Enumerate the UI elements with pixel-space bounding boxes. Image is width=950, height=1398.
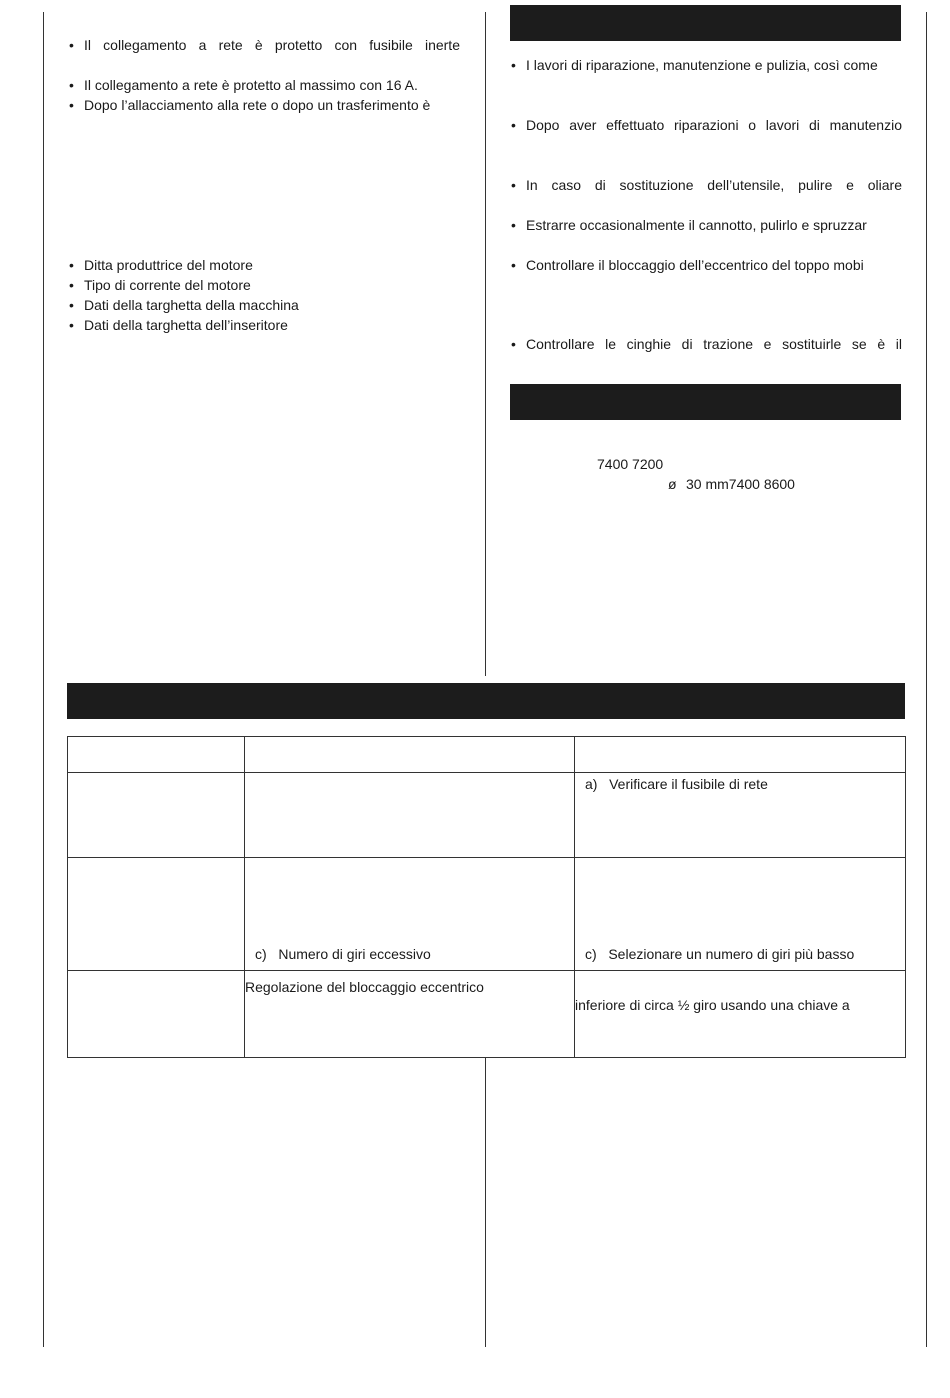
header-cell-fault	[68, 737, 245, 773]
table-row	[68, 773, 906, 858]
list-item: • In caso di sostituzione dell’utensile, pulire e oliare	[510, 175, 902, 195]
mains-connection-list-cont	[68, 75, 460, 115]
cause-text: c) Numero di giri eccessivo	[255, 946, 431, 962]
troubleshooting-table	[67, 736, 906, 1058]
remedy-text: a) Verificare il fusibile di rete	[585, 776, 768, 792]
cause-cell	[245, 971, 575, 1058]
list-item: • Il collegamento a rete è protetto al massimo con 16 A.	[68, 75, 460, 95]
list-item: • Estrarre occasionalmente il cannotto, pulirlo e spruzzar	[510, 215, 902, 235]
table-header-row	[68, 737, 906, 773]
cause-cell	[245, 773, 575, 858]
cause-text: Regolazione del bloccaggio eccentrico	[245, 979, 484, 995]
fault-cell	[68, 773, 245, 858]
list-item: • Dati della targhetta della macchina	[68, 295, 460, 315]
accessory-code-2: 30 mm7400 8600	[686, 476, 795, 492]
list-item: • Controllare il bloccaggio dell’eccentrico del toppo mobi	[510, 255, 902, 275]
accessory-code-1: 7400 7200	[597, 456, 664, 472]
maintenance-list-6	[510, 334, 902, 354]
table-row	[68, 858, 906, 971]
remedy-cell	[575, 971, 906, 1058]
mains-connection-list	[68, 35, 460, 55]
fault-cell	[68, 858, 245, 971]
header-cell-remedy	[575, 737, 906, 773]
maintenance-list-5	[510, 255, 902, 275]
maintenance-list-4	[510, 215, 902, 235]
remedy-cell	[575, 858, 906, 971]
list-item: • Dopo aver effettuato riparazioni o lavori di manutenzio	[510, 115, 902, 135]
list-item: • Il collegamento a rete è protetto con fusibile inerte	[68, 35, 460, 55]
remedy-cell	[575, 773, 906, 858]
header-cell-cause	[245, 737, 575, 773]
maintenance-list-2	[510, 115, 902, 135]
table-row	[68, 971, 906, 1058]
column-divider-top	[485, 12, 486, 676]
maintenance-list-1	[510, 55, 902, 75]
column-divider-bottom	[485, 1058, 486, 1347]
fault-cell	[68, 971, 245, 1058]
page-right-rule	[926, 12, 927, 1347]
cause-cell	[245, 858, 575, 971]
motor-info-list	[68, 255, 460, 335]
troubleshooting-header-bar	[67, 683, 905, 719]
list-item: • Dati della targhetta dell’inseritore	[68, 315, 460, 335]
list-item: • Tipo di corrente del motore	[68, 275, 460, 295]
page-left-rule	[43, 12, 44, 1347]
list-item: • I lavori di riparazione, manutenzione e pulizia, così come	[510, 55, 902, 75]
accessories-header-bar	[510, 384, 901, 420]
list-item: • Dopo l’allacciamento alla rete o dopo un trasferimento è	[68, 95, 460, 115]
remedy-text: c) Selezionare un numero di giri più basso	[585, 946, 855, 962]
maintenance-list-3	[510, 175, 902, 195]
remedy-text: inferiore di circa ½ giro usando una chiave a	[575, 997, 850, 1013]
accessory-size-symbol: ø	[668, 476, 677, 492]
list-item: • Controllare le cinghie di trazione e sostituirle se è il	[510, 334, 902, 354]
maintenance-header-bar	[510, 5, 901, 41]
list-item: • Ditta produttrice del motore	[68, 255, 460, 275]
